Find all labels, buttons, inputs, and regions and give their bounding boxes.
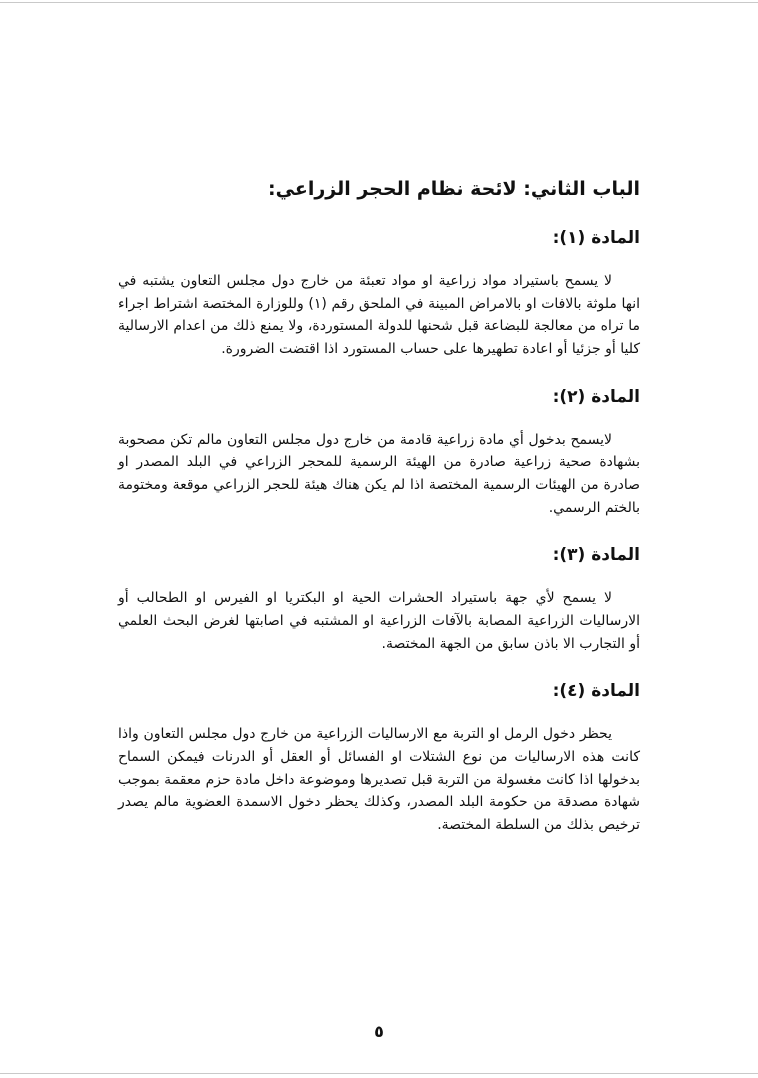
scan-artifact-line-bottom: [0, 1073, 758, 1074]
article-2-body: لايسمح بدخول أي مادة زراعية قادمة من خارج دول مجلس التعاون مالم تكن مصحوبة بشهادة صحية زراعية صادرة من الهيئة الرسمية للمحجر الزراعي في البلد المصدر او صادرة من الهيئات الرسمية المختصة اذا لم يكن هناك هيئة للحجر الزراعي موقعة ومختومة بالختم الرسمي.: [118, 431, 640, 516]
article-1-heading: المادة (١):: [552, 228, 640, 248]
article-3-heading: المادة (٣):: [552, 545, 640, 566]
article-4-heading: المادة (٤):: [552, 681, 640, 702]
article-1-body: لا يسمح باستيراد مواد زراعية او مواد تعبئة من خارج دول مجلس التعاون يشتبه في انها ملوثة بالافات او بالامراض المبينة في الملحق رقم (١) وللوزارة المختصة اشتراط اجراء ما تراه من معالجة للبضاعة قبل شحنها للدولة المستوردة، ولا يمنع ذلك من اعدام الارسالية كليا أو جزئيا أو اعادة تطهيرها على حساب المستورد اذا اقتضت الضرورة.: [118, 273, 640, 358]
article-2: [118, 387, 640, 520]
article-4: [118, 681, 640, 836]
scan-artifact-line-top: [0, 2, 758, 3]
article-4-body: يحظر دخول الرمل او التربة مع الارساليات الزراعية من خارج دول مجلس التعاون واذا كانت هذه الارساليات من نوع الشتلات او الفسائل أو العقل أو الدرنات فيمكن السماح بدخولها اذا كانت مغسولة من التربة قبل تصديرها وموضوعة داخل مادة حزم معقمة بموجب شهادة مصدقة من حكومة البلد المصدر، وكذلك يحظر دخول الاسمدة العضوية مالم يصدر ترخيص بذلك من السلطة المختصة.: [118, 726, 640, 834]
article-2-heading: المادة (٢):: [552, 386, 640, 407]
article-3-body: لا يسمح لأي جهة باستيراد الحشرات الحية او البكتريا او الفيرس او الطحالب أو الارساليات الزراعية المصابة بالآفات الزراعية او المشتبه في اصابتها لغرض البحث العلمي أو التجارب الا باذن سابق من الجهة المختصة.: [118, 590, 640, 652]
page-number: ٥: [374, 1022, 384, 1041]
chapter-title: الباب الثاني: لائحة نظام الحجر الزراعي:: [268, 178, 640, 200]
article-3: [118, 545, 640, 655]
article-1: [118, 228, 640, 361]
document-body: [118, 178, 640, 855]
